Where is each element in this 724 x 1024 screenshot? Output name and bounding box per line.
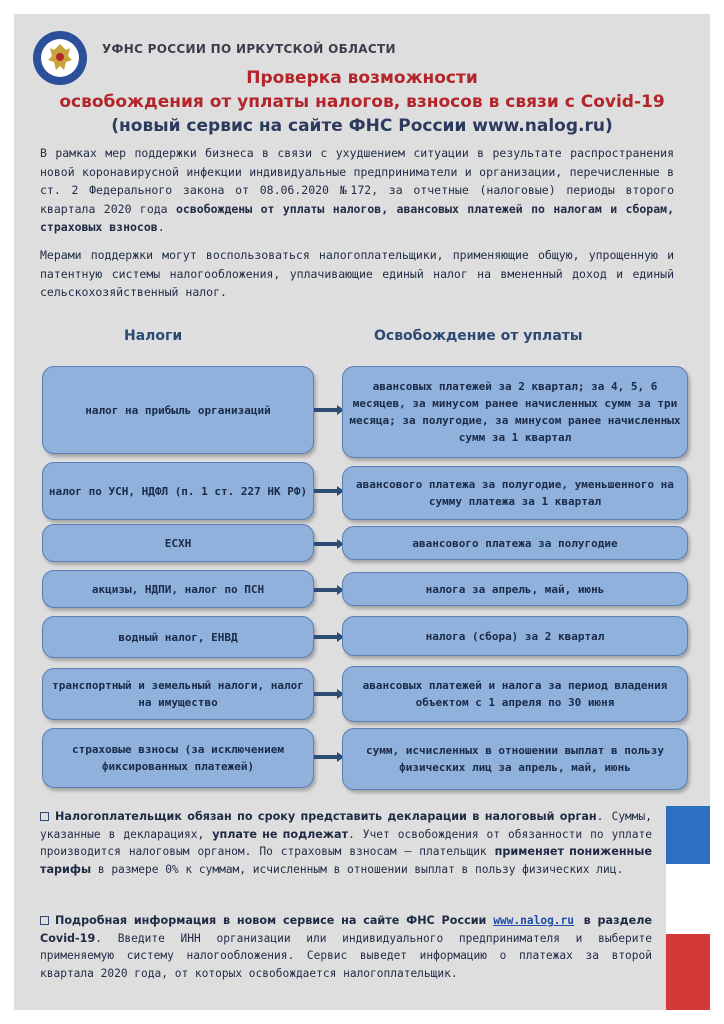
arrow-icon (314, 632, 344, 642)
exemption-box: авансовых платежей за 2 квартал; за 4, 5, 6 месяцев, за минусом ранее начисленных сумм за три месяца; за полугодие, за минусом ранее начисленных сумм за 1 квартал (342, 366, 688, 458)
note-declaration (40, 808, 652, 878)
flag-stripe-red (666, 934, 710, 1010)
tax-box: ЕСХН (42, 524, 314, 562)
arrow-icon (314, 585, 344, 595)
intro-end: . (157, 220, 165, 234)
arrow-icon (314, 405, 344, 415)
exemption-box: налога (сбора) за 2 квартал (342, 616, 688, 656)
exemption-box: авансовых платежей и налога за период владения объектом с 1 апреля по 30 июня (342, 666, 688, 722)
note-bold: в разделе (583, 914, 652, 927)
note-bold: Подробная информация в новом сервисе на сайте ФНС России (55, 914, 494, 927)
flag-stripe-white (666, 864, 710, 934)
note-text: . Учет освобождения от обязанности по уплате производится налоговым органом. По страховым взносам – плательщик (40, 827, 652, 858)
arrow-icon (314, 486, 344, 496)
tax-box: транспортный и земельный налоги, налог на имущество (42, 668, 314, 720)
note-text: в размере 0% к суммам, исчисленным в отношении выплат в пользу физических лиц. (91, 862, 624, 876)
note-bold: Налогоплательщик обязан по сроку представить декларации в налоговый орган (55, 810, 597, 823)
note-bold: применяет пониженные тарифы (40, 845, 652, 876)
column-header-exemption: Освобождение от уплаты (374, 328, 583, 344)
tax-box: акцизы, НДПИ, налог по ПСН (42, 570, 314, 608)
exemption-box: авансового платежа за полугодие (342, 526, 688, 560)
nalog-link[interactable]: www.nalog.ru (493, 914, 575, 927)
page (14, 14, 710, 1010)
tax-box: налог по УСН, НДФЛ (п. 1 ст. 227 НК РФ) (42, 462, 314, 520)
title-line-3: (новый сервис на сайте ФНС России www.nalog.ru) (111, 116, 613, 136)
note-text: . Суммы, указанные в декларациях, (40, 810, 653, 841)
exemption-box: налога за апрель, май, июнь (342, 572, 688, 606)
checkbox-bullet-icon (40, 812, 49, 821)
arrow-icon (314, 752, 344, 762)
intro-text: В рамках мер поддержки бизнеса в связи с ухудшением ситуации в результате распространения новой коронавирусной инфекции индивидуальные предприниматели и организации, перечисленные в ст. 2 Федерального закона от 08.06.2020 №172, за отчетные (налоговые) периоды второго квартала 2020 года (40, 146, 674, 216)
column-header-taxes: Налоги (124, 328, 183, 344)
exemption-box: авансового платежа за полугодие, уменьшенного на сумму платежа за 1 квартал (342, 466, 688, 520)
intro-paragraph-1 (40, 144, 674, 237)
tax-box: водный налог, ЕНВД (42, 616, 314, 658)
checkbox-bullet-icon (40, 916, 49, 925)
exemption-box: сумм, исчисленных в отношении выплат в пользу физических лиц за апрель, май, июнь (342, 728, 688, 790)
organization-name: УФНС РОССИИ ПО ИРКУТСКОЙ ОБЛАСТИ (102, 42, 396, 56)
tax-box: страховые взносы (за исключением фиксированных платежей) (42, 728, 314, 788)
note-text: . Введите ИНН организации или индивидуального предпринимателя и выберите применяемую систему налогообложения. Сервис выведет информацию о платежах за второй квартала 2020 года, от которых освобождается налогоплательщик. (40, 931, 652, 980)
arrow-icon (314, 689, 344, 699)
tax-box: налог на прибыль организаций (42, 366, 314, 454)
intro-paragraph-2: Мерами поддержки могут воспользоваться налогоплательщики, применяющие общую, упрощенную и патентную системы налогообложения, уплачивающие единый налог на вмененный доход и единый сельскохозяйственный налог. (40, 248, 674, 299)
note-bold: уплате не подлежат (212, 827, 349, 841)
arrow-icon (314, 539, 344, 549)
page-title (14, 66, 710, 138)
title-line-1: Проверка возможности (246, 68, 478, 88)
title-line-2: освобождения от уплаты налогов, взносов в связи с Covid-19 (59, 92, 665, 112)
note-service (40, 912, 652, 982)
covid-section: Covid-19 (40, 931, 96, 945)
intro-bold: освобождены от уплаты налогов, авансовых платежей по налогам и сборам, страховых взносов (40, 201, 674, 234)
